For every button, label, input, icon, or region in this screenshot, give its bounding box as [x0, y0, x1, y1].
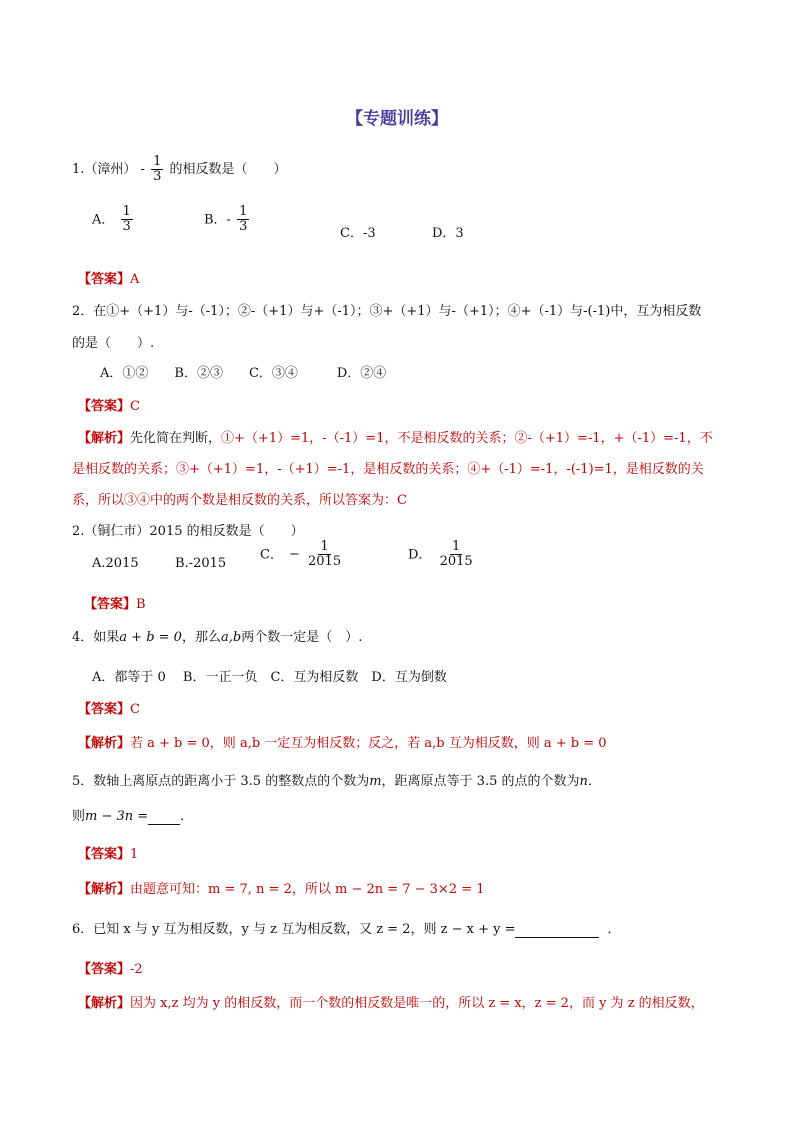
q2b-option-c-num: 1 [320, 539, 329, 554]
q2b-option-d-num: 1 [451, 539, 461, 554]
q2b-answer [84, 593, 146, 612]
page-title: 【专题训练】 [346, 109, 448, 129]
q5-explanation [78, 878, 485, 897]
q5-text: ，距离原点等于 3.5 的点的个数为 [381, 774, 580, 789]
q1-option-a-num: 1 [122, 204, 131, 219]
q2a-explanation-line3 [72, 489, 407, 508]
explanation-label: 【解析】 [78, 431, 131, 446]
q2a-line2: 的是（ ）. [72, 336, 155, 351]
q1-prefix: 1.（漳州） [72, 162, 137, 177]
q2b-option-a: A.2015 [92, 556, 139, 571]
explanation-text: 先化简在判断， [130, 431, 222, 446]
q2b-option-b: B.-2015 [175, 556, 227, 571]
q1-option-a [92, 205, 135, 235]
answer-label: 【答案】 [78, 399, 131, 414]
explanation-text: 若 a + b = 0，则 a,b 一定互为相反数；反之，若 a,b 互为相反数，则 a + b = 0 [130, 736, 607, 751]
q4-equation: a + b = 0 [119, 630, 182, 645]
q6-answer [78, 958, 143, 977]
q4-explanation [78, 732, 607, 751]
answer-value: B [136, 597, 146, 612]
q5-text: ． [180, 809, 194, 824]
q4-text: 两个数一定是（ ）. [241, 630, 363, 645]
q1-option-a-fraction [121, 205, 133, 235]
q1-option-a-den: 3 [122, 219, 131, 235]
q4-text: 4．如果 [72, 630, 120, 645]
q6-stem [72, 918, 621, 938]
q4-options: A．都等于 0 B．一正一负 C．互为相反数 D．互为倒数 [92, 670, 447, 685]
q2a-options: A．①② B．②③ C．③④ D．②④ [100, 366, 387, 381]
q2b-option-d [408, 540, 477, 570]
explanation-label: 【解析】 [78, 882, 131, 897]
answer-label: 【答案】 [84, 597, 137, 612]
q5-line2 [72, 805, 193, 825]
q2b-option-c-fraction [306, 540, 343, 570]
explanation-text: 由题意可知：m = 7, n = 2，所以 m − 2n = 7 − 3×2 = 1 [130, 882, 485, 897]
explanation-label: 【解析】 [78, 736, 131, 751]
q2b-option-c-label: C． [260, 547, 283, 563]
q4-answer [78, 698, 140, 717]
answer-value: C [130, 399, 140, 414]
answer-label: 【答案】 [78, 847, 131, 862]
answer-value: -2 [130, 962, 143, 977]
q2a-explanation-line2: 是相反数的关系；③+（+1）=1，-（+1）=-1，是相反数的关系；④+（-1）=-1，-(-1)=1，是相反数的关 [72, 462, 704, 477]
q5-answer [78, 843, 138, 862]
q1-option-c: C．-3 [340, 226, 376, 241]
q1-option-b-fraction [237, 205, 249, 235]
answer-value: C [130, 702, 140, 717]
q5-equation: m − 3n = [85, 809, 149, 824]
q6-answer-blank[interactable] [515, 922, 599, 938]
question-1 [72, 150, 287, 190]
q4-variables: a,b [220, 630, 242, 645]
q6-text: ． [607, 922, 621, 937]
q1-option-b-num: 1 [239, 204, 248, 219]
q5-var-m: m [369, 774, 382, 789]
q2a-explanation-line1 [78, 427, 713, 446]
explanation-text: 系，所以③④中的两个数是相反数的关系，所以答案为： [72, 493, 398, 508]
q2b-option-d-fraction [438, 540, 475, 570]
answer-label: 【答案】 [78, 962, 131, 977]
q1-answer [78, 268, 139, 287]
q5-text: 则 [72, 809, 86, 824]
q5-answer-blank[interactable] [148, 809, 180, 825]
q1-fraction-den: 3 [153, 169, 162, 184]
explanation-text: ①+（+1）=1，-（-1）=1，不是相反数的关系；②-（+1）=-1，+（-1）=-1，不 [221, 431, 713, 446]
q2b-option-d-den: 2015 [439, 554, 473, 570]
q2b-option-c: C． − $\frac{1}{2015}$ [260, 539, 342, 570]
q1-option-b-label: B．- [204, 212, 231, 228]
q1-option-d: D．3 [432, 226, 464, 241]
q5-text: ． [587, 774, 601, 789]
q5-text: 5．数轴上离原点的距离小于 3.5 的整数点的个数为 [72, 774, 370, 789]
q2a-line1: 2．在①+（+1）与-（-1）；②-（+1）与+（-1）；③+（+1）与-（+1）；④+（-1）与-(-1)中，互为相反数 [72, 304, 702, 319]
q1-option-b-den: 3 [239, 219, 248, 235]
explanation-text: 因为 x,z 均为 y 的相反数，而一个数的相反数是唯一的，所以 z = x，z = 2，而 y 为 z 的相反数， [130, 996, 704, 1011]
explanation-answer: C [397, 493, 407, 508]
q5-line1 [72, 770, 601, 789]
q2b-option-d-label: D． [408, 547, 432, 563]
q1-option-b [204, 205, 251, 235]
q1-fraction [151, 155, 163, 185]
answer-value: A [130, 272, 140, 287]
answer-label: 【答案】 [78, 272, 131, 287]
q2b-option-c-den: 2015 [308, 554, 342, 570]
q1-option-a-label: A． [92, 212, 115, 228]
answer-value: 1 [130, 847, 139, 862]
q4-text: ，那么 [181, 630, 221, 645]
answer-label: 【答案】 [78, 702, 131, 717]
q2b-stem: 2.（铜仁市）2015 的相反数是（ ） [72, 524, 304, 539]
explanation-label: 【解析】 [78, 996, 131, 1011]
q6-text: 6．已知 x 与 y 互为相反数，y 与 z 互为相反数，又 z = 2，则 z − x + y = [72, 922, 516, 937]
q4-stem [72, 626, 362, 645]
q2a-answer [78, 395, 140, 414]
q1-fraction-num: 1 [153, 153, 162, 169]
q6-explanation [78, 992, 704, 1011]
q1-minus: - [140, 162, 145, 177]
q1-suffix: 的相反数是（ ） [169, 162, 287, 177]
q5-var-n: n [579, 774, 588, 789]
